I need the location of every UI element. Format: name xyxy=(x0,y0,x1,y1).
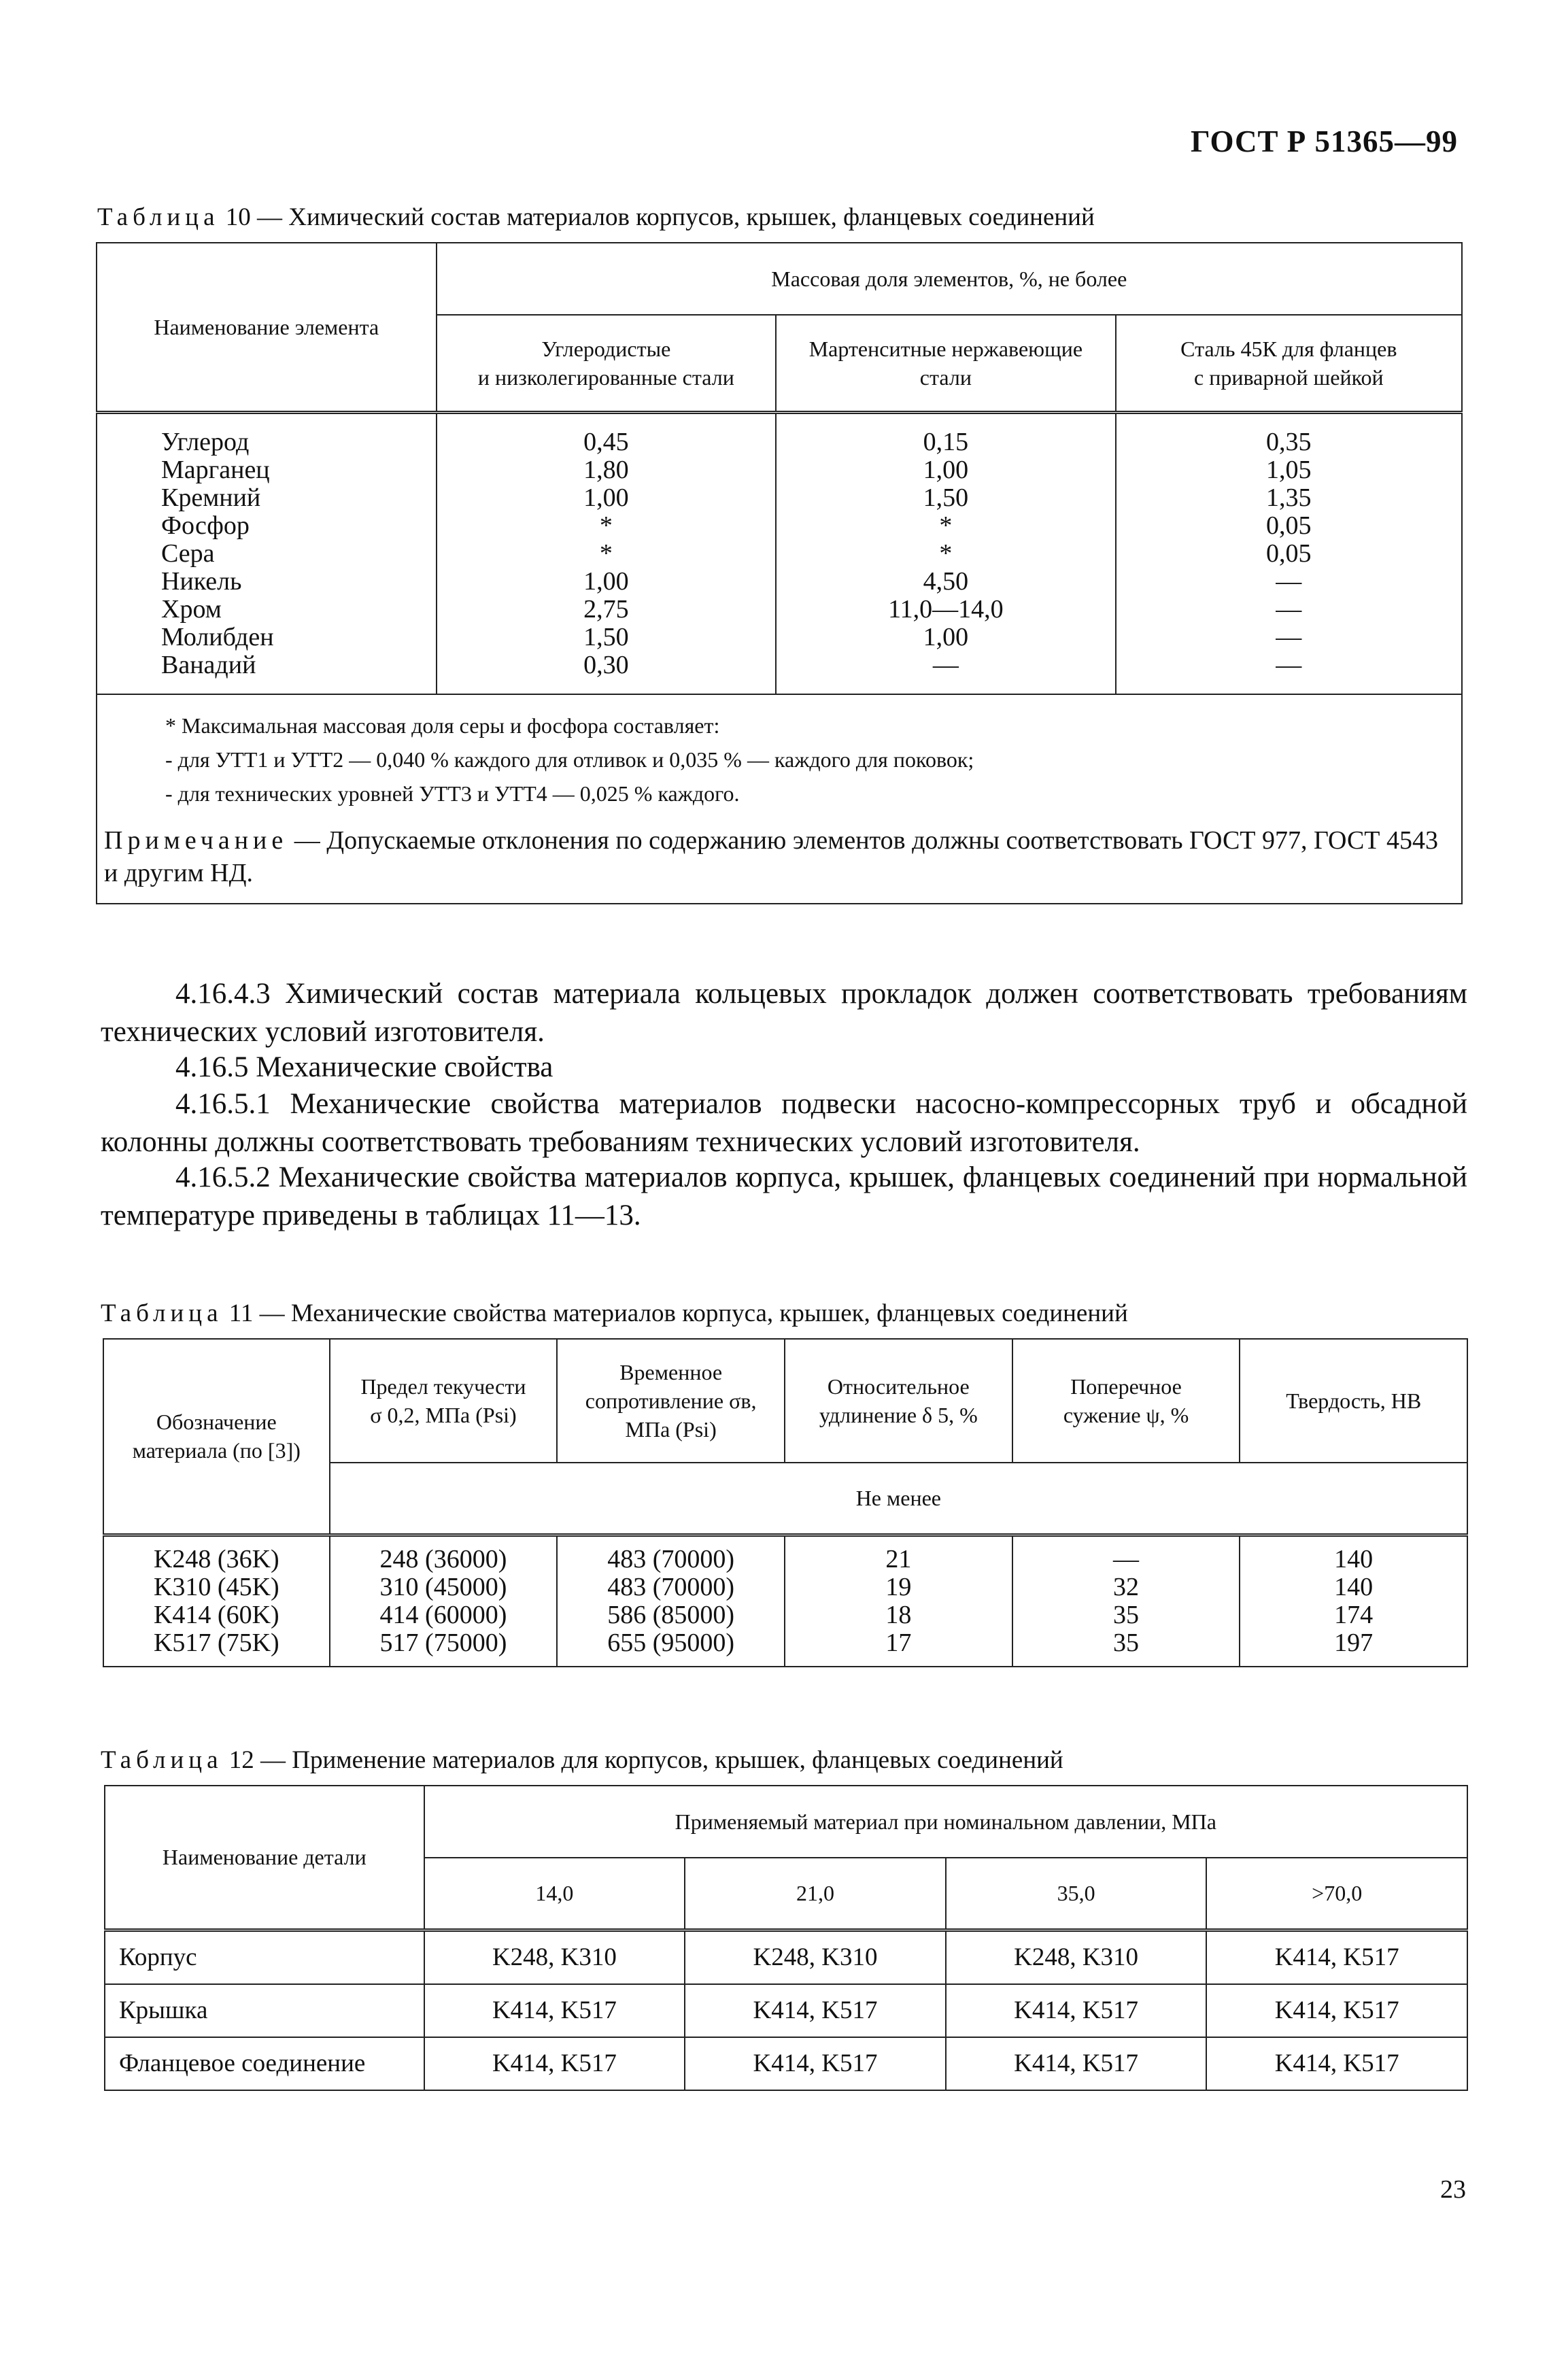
table12-part-name: Крышка xyxy=(105,1984,424,2037)
table11-header-elongation: Относительное удлинение δ 5, % xyxy=(785,1339,1012,1463)
table10 xyxy=(96,242,1463,904)
table10-header-45k: Сталь 45К для фланцев с приварной шейкой xyxy=(1116,315,1462,412)
table12-header-part: Наименование детали xyxy=(105,1786,424,1930)
element-name: Углерод xyxy=(161,427,250,456)
element-name: Сера xyxy=(161,539,215,568)
table10-header-mass: Массовая доля элементов, %, не более xyxy=(437,243,1462,315)
element-name: Фосфор xyxy=(161,511,250,540)
table12-pressure: 35,0 xyxy=(946,1858,1207,1930)
paragraph-4-16-5-2: 4.16.5.2 Механические свойства материалов корпуса, крышек, фланцевых соединений при нормальной температуре приведены в таблицах 11—13. xyxy=(101,1161,1467,1231)
table11-header-tensile: Временное сопротивление σв, МПа (Psi) xyxy=(557,1339,785,1463)
table12-caption: Таблица 12 — Применение материалов для корпусов, крышек, фланцевых соединений xyxy=(101,1746,1063,1774)
table11-not-less: Не менее xyxy=(330,1463,1467,1535)
document-id: ГОСТ Р 51365—99 xyxy=(1190,124,1458,158)
table11-hardness-values: 140 140 174 197 xyxy=(1240,1535,1467,1667)
table12-header-material: Применяемый материал при номинальном давлении, МПа xyxy=(424,1786,1467,1858)
table11-caption: Таблица 11 — Механические свойства материалов корпуса, крышек, фланцевых соединений xyxy=(101,1299,1128,1327)
table12-part-name: Корпус xyxy=(105,1930,424,1984)
table10-footnote: * Максимальная массовая доля серы и фосфора составляет: - для УТТ1 и УТТ2 — 0,040 % каждого для отливок и 0,035 % — каждого для поковок; - для технических уровней УТТ3 и УТТ4 — 0,025 % каждого. xyxy=(97,694,1462,817)
element-name: Кремний xyxy=(161,483,261,512)
table11-header-contraction: Поперечное сужение ψ, % xyxy=(1012,1339,1240,1463)
table10-45k-values: 0,35 1,05 1,35 0,05 0,05 — — — — xyxy=(1116,412,1462,694)
table11-contraction-values: — 32 35 35 xyxy=(1012,1535,1240,1667)
table10-martensitic-values: 0,15 1,00 1,50 * * 4,50 11,0—14,0 1,00 — xyxy=(776,412,1115,694)
table12 xyxy=(104,1785,1468,2091)
element-name: Марганец xyxy=(161,455,270,484)
table-row: Корпус K248, K310 K248, K310 K248, K310 K414, K517 xyxy=(105,1930,1467,1984)
paragraph-4-16-5: 4.16.5 Механические свойства xyxy=(175,1051,553,1083)
element-name: Никель xyxy=(161,566,242,596)
table12-pressure: 14,0 xyxy=(424,1858,685,1930)
table12-part-name: Фланцевое соединение xyxy=(105,2037,424,2090)
element-name: Молибден xyxy=(161,622,274,651)
table10-note: Примечание — Допускаемые отклонения по содержанию элементов должны соответствовать ГОСТ 977, ГОСТ 4543 и другим НД. xyxy=(97,817,1462,904)
paragraph-4-16-4-3: 4.16.4.3 Химический состав материала кольцевых прокладок должен соответствовать требованиям технических условий изготовителя. xyxy=(101,978,1467,1048)
table11-material-values: K248 (36K) K310 (45K) K414 (60K) K517 (75K) xyxy=(103,1535,330,1667)
table10-header-martensitic: Мартенситные нержавеющие стали xyxy=(776,315,1115,412)
table-row: Крышка K414, K517 K414, K517 K414, K517 K414, K517 xyxy=(105,1984,1467,2037)
page-number: 23 xyxy=(1440,2175,1466,2204)
table12-pressure: >70,0 xyxy=(1206,1858,1467,1930)
element-name: Ванадий xyxy=(161,650,256,679)
table11-header-hardness: Твердость, НВ xyxy=(1240,1339,1467,1463)
table12-pressure: 21,0 xyxy=(685,1858,946,1930)
table10-header-carbon: Углеродистые и низколегированные стали xyxy=(437,315,777,412)
paragraph-4-16-5-1: 4.16.5.1 Механические свойства материалов подвески насосно-компрессорных труб и обсадной колонны должны соответствовать требованиям технических условий изготовителя. xyxy=(101,1088,1467,1158)
element-name: Хром xyxy=(161,594,222,624)
table11-header-yield: Предел текучести σ 0,2, МПа (Psi) xyxy=(330,1339,558,1463)
table-row: Фланцевое соединение K414, K517 K414, K517 K414, K517 K414, K517 xyxy=(105,2037,1467,2090)
table10-header-element: Наименование элемента xyxy=(97,243,437,412)
table11-header-material: Обозначение материала (по [3]) xyxy=(103,1339,330,1535)
table11 xyxy=(103,1338,1468,1667)
table10-element-list xyxy=(97,412,437,694)
table11-tensile-values: 483 (70000) 483 (70000) 586 (85000) 655 (95000) xyxy=(557,1535,785,1667)
table10-caption: Таблица 10 — Химический состав материалов корпусов, крышек, фланцевых соединений xyxy=(97,203,1095,231)
table10-carbon-values: 0,45 1,80 1,00 * * 1,00 2,75 1,50 0,30 xyxy=(437,412,777,694)
table11-yield-values: 248 (36000) 310 (45000) 414 (60000) 517 (75000) xyxy=(330,1535,558,1667)
table11-elongation-values: 21 19 18 17 xyxy=(785,1535,1012,1667)
